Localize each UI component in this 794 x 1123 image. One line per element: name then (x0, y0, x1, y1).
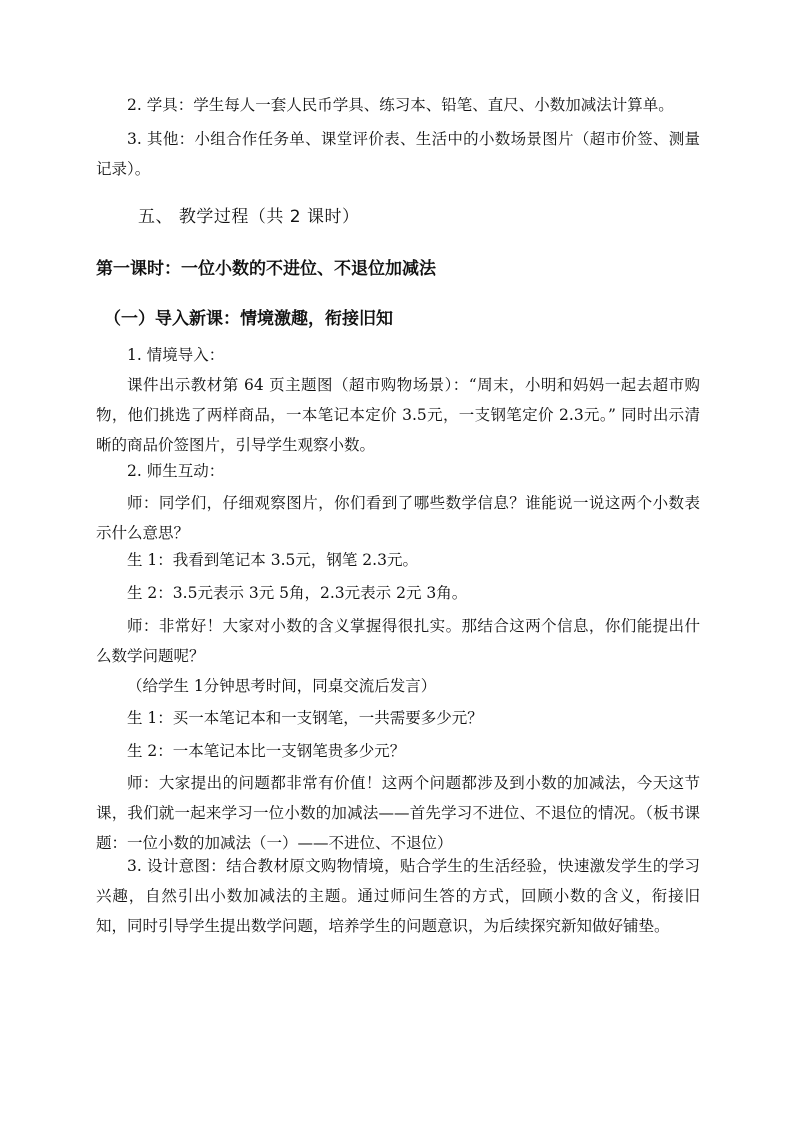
section-5-title: 五、 教学过程（共 2 课时） (138, 207, 360, 227)
interaction-label: 2. 师生互动： (127, 462, 225, 480)
dialogue-line-7: 生 2：一本笔记本比一支钢笔贵多少元？ (127, 742, 406, 760)
design-intent-text: 3. 设计意图：结合教材原文购物情境，贴合学生的生活经验，快速激发学生的学习兴趣，自然引出小数加减法的主题。通过师问生答的方式，回顾小数的含义，衔接旧知，同时引导学生提出数学问题，培养学生的问题意识，为后续探究新知做好铺垫。 (96, 857, 700, 935)
situation-text: 课件出示教材第 64 页主题图（超市购物场景）：“周末，小明和妈妈一起去超市购物，他们挑选了两样商品，一本笔记本定价 3.5元，一支钢笔定价 2.3元。” 同时出示清晰的商品价签图片，引导学生观察小数。 (96, 376, 700, 454)
dialogue-line-5: （给学生 1分钟思考时间，同桌交流后发言） (127, 677, 437, 695)
materials-item-2: 2. 学具：学生每人一套人民币学具、练习本、铅笔、直尺、小数加减法计算单。 (127, 96, 674, 114)
dialogue-line-4: 师：非常好！大家对小数的含义掌握得很扎实。那结合这两个信息，你们能提出什么数学问题呢？ (96, 617, 700, 665)
situation-label: 1. 情境导入： (127, 346, 225, 364)
dialogue-line-6: 生 1：买一本笔记本和一支钢笔，一共需要多少元？ (127, 709, 483, 727)
dialogue-line-8: 师：大家提出的问题都非常有价值！这两个问题都涉及到小数的加减法，今天这节课，我们就一起来学习一位小数的加减法——首先学习不进位、不退位的情况。（板书课题：一位小数的加减法（一）——不进位、不退位） (96, 774, 700, 852)
lesson-1-title: 第一课时：一位小数的不进位、不退位加减法 (96, 259, 436, 279)
dialogue-line-2: 生 1：我看到笔记本 3.5元，钢笔 2.3元。 (127, 551, 418, 569)
dialogue-line-3: 生 2：3.5元表示 3元 5角，2.3元表示 2元 3角。 (127, 584, 468, 602)
part-1-title: （一）导入新课：情境激趣，衔接旧知 (104, 309, 393, 329)
materials-item-3: 3. 其他：小组合作任务单、课堂评价表、生活中的小数场景图片（超市价签、测量记录）。 (96, 130, 700, 178)
dialogue-line-1: 师：同学们，仔细观察图片，你们看到了哪些数学信息？谁能说一说这两个小数表示什么意思？ (96, 494, 700, 542)
